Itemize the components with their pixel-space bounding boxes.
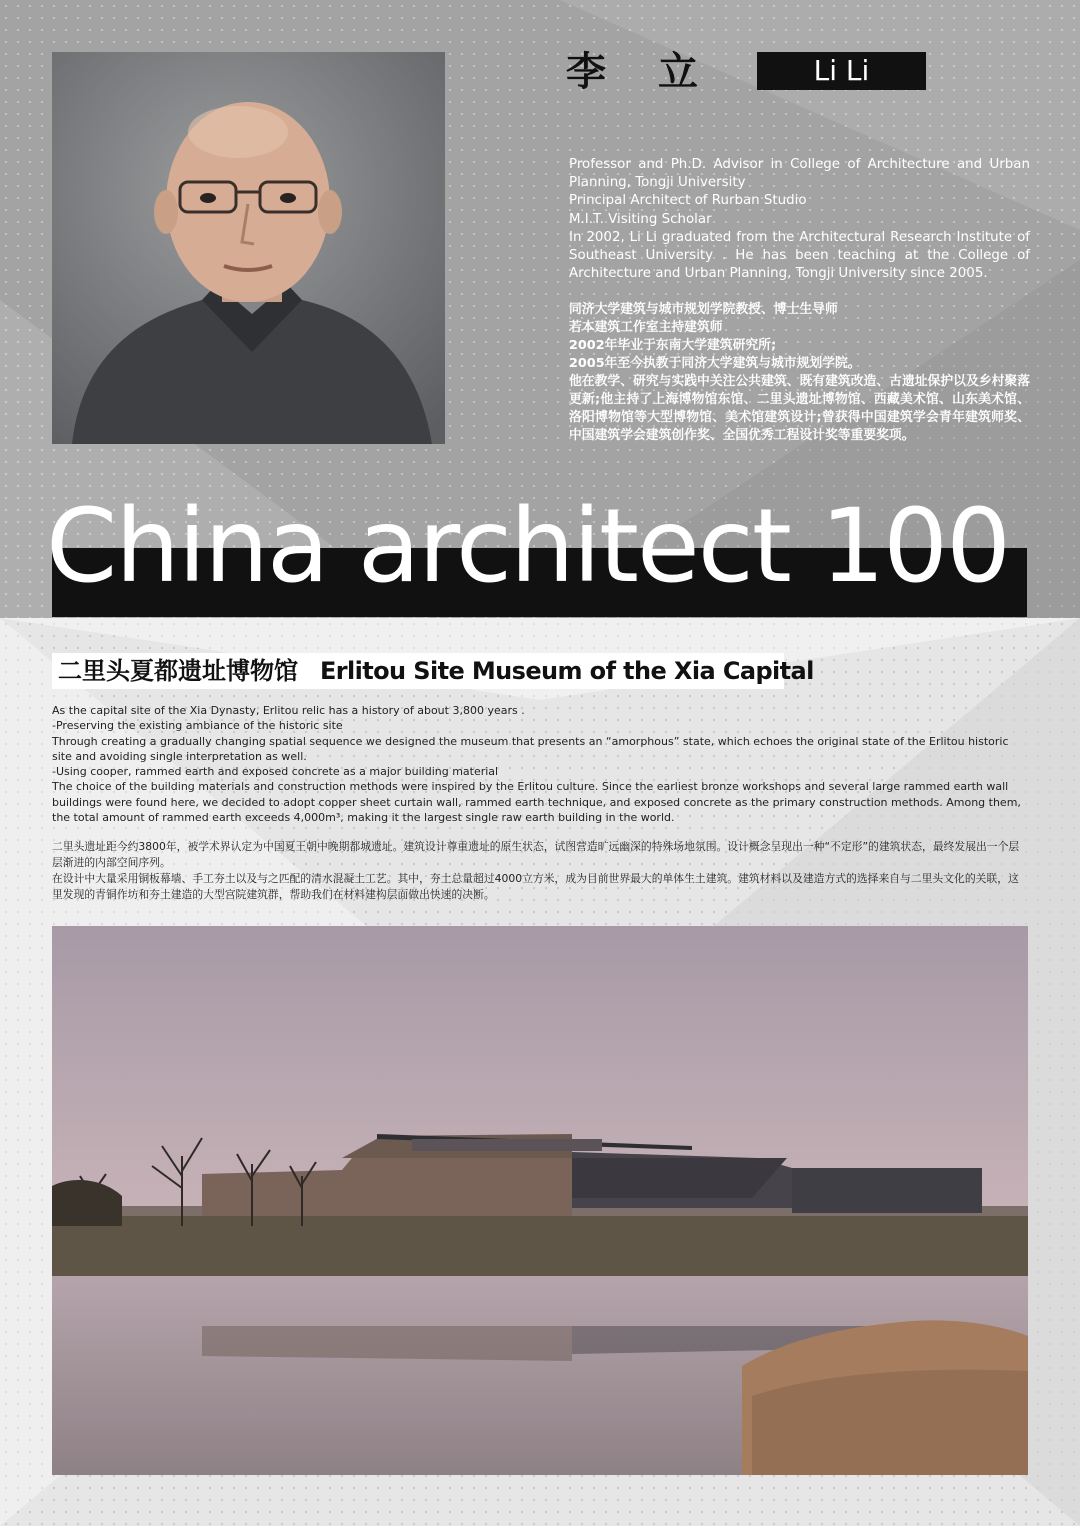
bio-line: 若本建筑工作室主持建筑师 (569, 320, 723, 336)
bio-line: 同济大学建筑与城市规划学院教授、博士生导师 (569, 302, 838, 318)
bio-chinese (569, 301, 1030, 445)
architect-bio (569, 156, 1030, 445)
description-line: 在设计中大量采用铜板幕墙、手工夯土以及与之匹配的清水混凝土工艺。其中，夯土总量超过4000立方米，成为目前世界最大的单体生土建筑。建筑材料以及建造方式的选择来自与二里头文化的关联，这里发现的青铜作坊和夯土建造的大型宫院建筑群，帮助我们在材料建构层面做出快速的决断。 (52, 872, 1019, 902)
bio-line: Principal Architect of Rurban Studio (569, 193, 807, 209)
project-description (52, 703, 1028, 903)
description-line: Through creating a gradually changing spatial sequence we designed the museum that presents an “amorphous” state, which echoes the original state of the Erlitou historic site and avoiding single interpretation as well. (52, 734, 1009, 763)
bio-line: In 2002, Li Li graduated from the Architectural Research Institute of Southeast University . He has been teaching at the College of Architecture and Urban Planning, Tongji University since 2005. (569, 229, 1030, 282)
bio-line: Professor and Ph.D. Advisor in College of Architecture and Urban Planning, Tongji University (569, 157, 1030, 191)
architect-portrait (52, 52, 445, 444)
bio-line: 2002年毕业于东南大学建筑研究所; (569, 338, 777, 354)
architect-name-english: Li Li (757, 52, 926, 90)
portrait-illustration (52, 52, 445, 444)
description-english (52, 703, 1028, 825)
description-line: -Preserving the existing ambiance of the historic site (52, 719, 343, 733)
project-title-english: Erlitou Site Museum of the Xia Capital (320, 657, 814, 685)
museum-landscape-illustration (52, 926, 1028, 1475)
project-title-chinese: 二里头夏都遗址博物馆 (58, 657, 298, 685)
description-line: 二里头遗址距今约3800年，被学术界认定为中国夏王朝中晚期都城遗址。建筑设计尊重遗址的原生状态，试图营造旷远幽深的特殊场地氛围。设计概念呈现出一种“不定形”的建筑状态，最终发展出一个层层渐进的内部空间序列。 (52, 840, 1020, 870)
description-line: The choice of the building materials and construction methods were inspired by the Erlitou culture. Since the earliest bronze workshops and several large rammed earth wall buildings were found here, we decided to adopt copper sheet curtain wall, rammed earth technique, and exposed concrete as the primary construction methods. Among them, the total amount of rammed earth exceeds 4,000m³, making it the largest single raw earth building in the world. (52, 780, 1021, 825)
bio-line: 2005年至今执教于同济大学建筑与城市规划学院。 (569, 356, 861, 372)
bio-line: 他在教学、研究与实践中关注公共建筑、既有建筑改造、古遗址保护以及乡村聚落更新;他主持了上海博物馆东馆、二里头遗址博物馆、西藏美术馆、山东美术馆、洛阳博物馆等大型博物馆、美术馆建筑设计;曾获得中国建筑学会青年建筑师奖、中国建筑学会建筑创作奖、全国优秀工程设计奖等重要奖项。 (569, 374, 1030, 444)
museum-photo (52, 926, 1028, 1475)
bio-english (569, 156, 1030, 283)
architect-name-chinese: 李立 (566, 49, 750, 95)
description-line: As the capital site of the Xia Dynasty, Erlitou relic has a history of about 3,800 years . (52, 704, 525, 717)
project-title (52, 653, 814, 689)
bio-line: M.I.T. Visiting Scholar (569, 211, 712, 227)
series-banner-title: China architect 100 (46, 487, 1009, 606)
description-line: -Using cooper, rammed earth and exposed concrete as a major building material (52, 765, 499, 779)
description-chinese (52, 839, 1028, 903)
